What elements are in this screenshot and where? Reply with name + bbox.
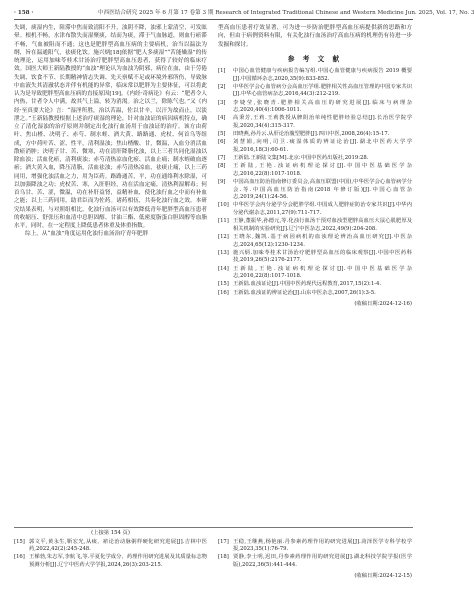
reference-number: [3] (218, 99, 226, 106)
reference-text: 刘慧娟,向明,司卫.痰湿体质的辨证论治[J].湖北中医药大学学报,2016,18(3):60-61. (233, 139, 412, 153)
reference-number: [18] (218, 554, 229, 561)
reference-text: 王新陆.王新陆文集[M].北京:中国中医药出版社,2019:28. (233, 155, 369, 162)
reference-text: 王静,董振华,孙德元,等.化浊行血汤干预对血浊型肥胖高血压大鼠心肌肥厚及相关机制的实验研究[J].辽宁中医杂志,2022,49(9):204-208. (233, 218, 412, 232)
reference-item (218, 68, 412, 83)
reference-text: 郭文平,黄永生,靳宏光,从痰、瘀论治动脉粥样硬化研究进展[J].吉林中医药,2022,42(2):245-248. (29, 538, 207, 553)
reference-number: [16] (218, 289, 229, 296)
reference-number: [15] (218, 281, 229, 288)
continuation-label: (上接第 154 页) (91, 530, 130, 536)
reference-text: 贾静,李士明,迟田,丹参素药理作用的研究进展[J].湖北科技学院学报(医学版),2022,36(5):441-444. (233, 554, 412, 568)
reference-text: 中华医学会心血管病分会高血压学组.肥胖相关性高血压管理的中国专家共识[J].中华心血管病杂志,2016,44(3):212-219. (233, 83, 412, 98)
conclusion-paragraph: 型高血压患者疗效显著，可为进一步防治肥胖型高血压病提供新的思路和方向，但由于病例资料有限，有关化浊行血汤治疗高血压病的机理仍有待进一步发掘和探讨。 (218, 25, 412, 48)
reference-item (218, 139, 412, 154)
reference-number: [1] (218, 68, 226, 74)
continuation-divider (14, 527, 413, 528)
received-date: (收稿日期:2024-12-15) (354, 572, 412, 579)
reference-text: 王新陆,王艳.浊证病机理论探讨[J].中国中医基础医学杂志,2016,22(8):1017-1018. (233, 163, 412, 177)
references-heading: 参 考 文 献 (287, 54, 343, 63)
reference-number: [15] (14, 538, 25, 545)
reference-text: 高秉芳,王莉.王莉教授从脾阴治单纯性肥胖经验总结[J].长治医学院学报,2020,34(4):315-317. (233, 115, 412, 129)
reference-number: [6] (218, 139, 226, 146)
reference-text: 施兴炳.加味苓桂术甘汤治疗肥胖型高血压的临床观察[J].中国中医药科技,2019,26(5):2176-2177. (233, 249, 412, 264)
reference-number: [16] (14, 554, 25, 561)
header-rule (14, 19, 413, 20)
journal-title: 中西医结合研究 2025 年 6 月第 17 卷第 3 期 Research of Integrated Traditional Chinese and Western Medicine Jun. 2025, Vol. 17, No. 3 (98, 10, 474, 16)
continuation-right (218, 530, 412, 580)
reference-number: [13] (218, 249, 229, 256)
reference-number: [9] (218, 179, 226, 186)
reference-number: [14] (218, 265, 229, 272)
reference-item (218, 290, 412, 298)
reference-item (218, 554, 412, 569)
reference-text: 中国高血压防治指南修订委员会,高血压联盟(中国),中华医学会心血管病学分会.等.中国高血压防治指南(2018 年修订版)[J].中国心血管杂志,2019,24(1):24-56. (233, 179, 412, 201)
reference-text: 李婕莹,张晓青.肥胖相关高血压的研究进展[J].临床与病理杂志,2020,40(4):1006-1011. (233, 99, 412, 114)
reference-item (218, 234, 412, 249)
reference-number: [11] (218, 218, 229, 225)
reference-text: 王新陆.血浊证的辨证论治[J].山东中医杂志,2007,26(1):3-5. (233, 289, 376, 296)
right-column (218, 24, 412, 308)
reference-item (218, 163, 412, 178)
reference-item (218, 218, 412, 233)
reference-item (218, 155, 412, 163)
reference-number: [10] (218, 202, 229, 209)
reference-item (218, 539, 412, 554)
reference-text: 王稳,王继燕,杨艳丽.丹参素药理作用的研究进展[J].菏泽医学专科学校学报,2023,35(1):76-79. (233, 538, 412, 553)
reference-list (218, 68, 412, 297)
page-number: · 158 · (14, 10, 34, 16)
reference-item (218, 266, 412, 281)
reference-item (218, 179, 412, 202)
reference-text: 王新陆.血浊证论[J].中国中医药现代远程教育,2017,15(2):1-4. (233, 281, 382, 288)
reference-number: [2] (218, 83, 226, 90)
reference-number: [4] (218, 115, 226, 122)
body-paragraph: 失调，痰湿内生，阻滞中焦而致清阳不升，浊阴不降，浊邪上蒙清空，可发眩晕。根机不畅，水津布散失而湿聚痰，结而为痰，滞于气血脉道，则血行瘀滞不畅，气血被阻而不通；这也是肥胖型高血压病的主要病机，治当以温法为纲，旨在温通阳气，祛痰化饮。施兴炳[18]依据“肥人多痰湿”“苦能燥湿”的传统理论，运用加味苓桂术甘汤治疗肥胖型高血压患者，获得了较好的临床疗效。国医大师王新陆教授的“血浊”理论认为血浊为阴邪，病位在血，由于劳倦失调、饮食不节、长期精神情志失调、先天禀赋不足或环境外邪所伤，导致脉中血液失其清澈状态并伴有机能的异常，临床常以肥胖为主要体征，可以将此认为是导致肥胖型高血压病的直接原因[19]。《内经·奇病论》有云：“肥者令人内热，甘者令人中满，故其气上溢，转为消渴。治之以兰，除陈气也。”又《内经·至真要大论》言：“湿淫所胜，治以苦温，佐以甘辛，以汗为故而止，以淡泄之。”王新陆教授根据上述治疗痰湿的理论，针对血浊证的病因病机特点，确立了清化湿浊的治疗原则并制定出化浊行血汤用于血浊证的治疗。该方由荷叶、焦山楂、决明子、赤芍、制水蛭、酒大黄、路路通、虎杖、何首乌等组成，方中荷叶苦、涩、性平，清利湿浊；焦山楂酸、甘，微温，入血分消活血散瘀消肿；决明子甘、苦、微寒，功在清肝降脂化浊，以上三者共同化湿浊以除血浊；活血化瘀，清利痰浊；赤芍清热凉血化瘀、活血止痛；制水蛭破血逐瘀；酒大黄入血，降压清脂，活血祛浊；赤芍清热凉血，祛痰止痛，以上三药同用，增强化浊活血之力，用为臣药。路路通苦，平，功在通络利水除湿，可以加强降浊之功；虎杖苦、寒，入肝胆经，功在活血定痛，清热利湿解毒；何首乌甘、苦、涩，微温，功在补肝益肾，益精补血，使化浊行血之中而有补血之能；以上三药同用，助君臣而为佐药。诸药相伍，共奏化浊行血之效。本研究结果表明，与对照组相比，化浊行血汤可以有效降低青年肥胖型高血压患者的收缩压、舒张压和血清中总胆固醇、甘油三酯、低密度脂蛋白胆固醇等血脂水平，同时，在一定程度上降低患者体重及体重指数。 (14, 25, 207, 229)
reference-text: 王新陆,王艳.浊证病机理论探讨[J].中国中医基础医学杂志,2016,22(8):1017-1018. (233, 265, 412, 280)
reference-text: 王梯勃,朱志军,李航飞,等.平夏化学成分、药理作用研究进展及其质量标志物预测分析[J].辽宁中医药大学学报,2024,26(3):203-215. (29, 554, 207, 568)
reference-text: 中国心血管健康与疾病报告编写组.中国心血管健康与疾病报告 2019 概要[J].中国循环杂志,2020,35(9):833-852. (233, 68, 412, 82)
reference-text: 王晓东,魏凯.基于病因病机的血浊理论辨治高血压研究[J].中医杂志,2024,65(12):1230-1234. (233, 234, 412, 248)
body-paragraph: 综上，从“血浊”角度运用化浊行血汤治疗青年肥胖 (25, 231, 149, 238)
received-date: (收稿日期:2024-12-16) (354, 301, 412, 308)
reference-item (218, 84, 412, 99)
continuation-left (14, 530, 207, 570)
reference-number: [5] (218, 131, 226, 138)
reference-number: [12] (218, 234, 229, 240)
left-column (14, 24, 207, 239)
reference-item (218, 281, 412, 289)
reference-number: [8] (218, 163, 226, 170)
reference-number: [17] (218, 538, 229, 545)
running-header (14, 7, 474, 19)
reference-item (14, 539, 207, 554)
reference-item (14, 554, 207, 569)
reference-number: [7] (218, 155, 226, 162)
reference-item (218, 100, 412, 115)
reference-text: 田晓燕,孙丹云.从肝论治腹型肥胖[J].四川中医,2008,26(4):15-17. (233, 131, 390, 138)
reference-text: 中华医学会内分泌学分会肥胖学组.中国成人肥胖症防治专家共识[J].中华内分泌代谢杂志,2011,27(9):711-717. (233, 202, 412, 217)
reference-item (218, 131, 412, 139)
reference-item (218, 115, 412, 130)
reference-item (218, 202, 412, 217)
reference-item (218, 250, 412, 265)
